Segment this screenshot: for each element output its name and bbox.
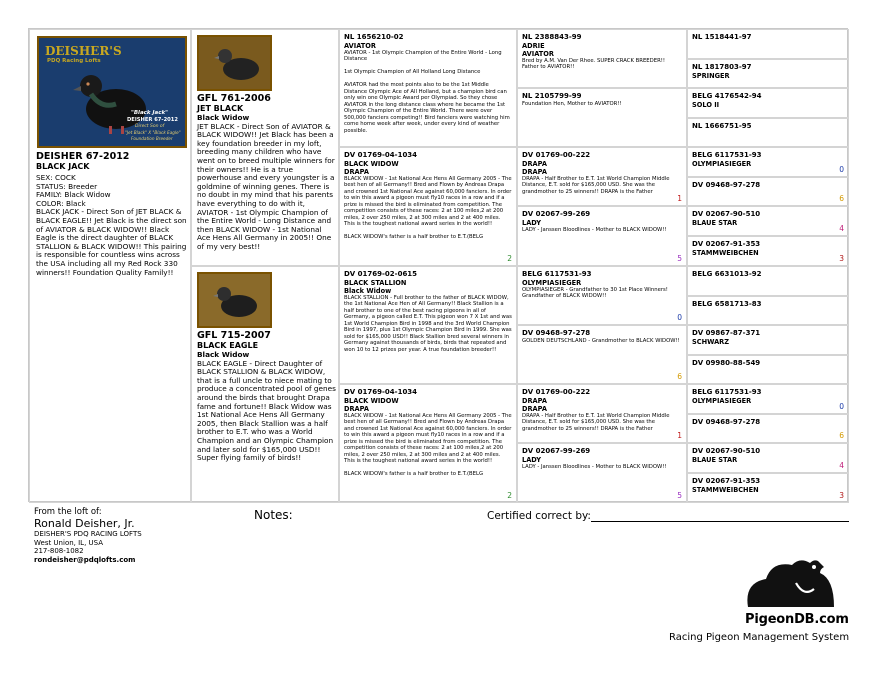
gen4-sub: DRAPA xyxy=(522,167,547,176)
gen4-name: DRAPA xyxy=(522,396,547,405)
gen4-cell xyxy=(517,29,687,88)
sire-id: GFL 761-2006 xyxy=(197,93,271,104)
photo-caption3: Direct Son of xyxy=(135,124,165,129)
pigeondb-tagline: Racing Pigeon Management System xyxy=(669,632,850,643)
gen5-cell xyxy=(687,384,849,414)
gen3-name: AVIATOR xyxy=(344,41,376,50)
gen5-name: SOLO II xyxy=(692,100,720,109)
gen5-id: BELG 6631013-92 xyxy=(692,270,762,278)
gen3-description: BLACK STALLION - Full brother to the father of BLACK WIDOW, the 1st National Ace Hen of All Germany!! Black Stallion is a half brother to one of the best racing pigeons in all of Germany, a pigeon called E.T. This pigeon won 7 X 1st and was 1st World Champion Bird in 1998 and the 3rd World Champion Bird in 1997, plus 1st Olympic Champion Bird in 1999. She was sold for $165,000 USD!! Black Stallion bred several winners in Germany against thousands of birds, birds that repeated and won 10 to 12 prizes per year. A true foundation breeder!! xyxy=(344,294,512,353)
gen4-name: ADRIE xyxy=(522,41,545,50)
gen5-cell xyxy=(687,266,849,296)
pigeondb-logo-icon xyxy=(742,553,840,611)
gen5-id: BELG 4176542-94 xyxy=(692,92,762,100)
gen5-number: 6 xyxy=(839,194,844,203)
gen5-cell xyxy=(687,473,849,503)
gen3-cell xyxy=(339,384,517,503)
gen5-number: 0 xyxy=(839,165,844,174)
subject-family: FAMILY: Black Widow xyxy=(36,190,111,200)
subject-color: COLOR: Black xyxy=(36,198,86,208)
gen5-name: STAMMWEIBCHEN xyxy=(692,485,759,494)
gen3-cell xyxy=(339,266,517,384)
gen4-number: 5 xyxy=(677,254,682,263)
gen4-id: NL 2388843-99 xyxy=(522,33,582,41)
gen3-description: BLACK WIDOW - 1st National Ace Hens All Germany 2005 - The best hen of all Germany!! Bred and Flown by Andreas Drapa and crowned 1st National Ace against 60,000 fanciers. In order to win this award a pigeon must fly10 races in a row and if a prize is missed the bird is eliminated from competition. The competition consists of these races: 2 at 100 miles,2 at 200 miles, 2 over 250 miles, 2 at 300 miles and 2 at 400 miles. This is the toughest national award series in the world!! BLACK WIDOW's father is a half brother to E.T.(BELG xyxy=(344,412,512,477)
gen4-description: OLYMPIASIEGER - Grandfather to 30 1st Place Winners! Grandfather of BLACK WIDOW!! xyxy=(522,286,668,299)
gen5-cell xyxy=(687,355,849,384)
subject-description: BLACK JACK - Direct Son of JET BLACK & BLACK EAGLE!! Jet Black is the direct son of AVIATOR & BLACK WIDOW!! Black Eagle is the direct daughter of BLACK STALLION & BLACK WIDOW!! This pairing is responsible for countless wins across the USA including all my Red Rock 330 winners!! Foundation Quality Family!! xyxy=(36,207,187,277)
gen5-number: 0 xyxy=(839,402,844,411)
gen5-id: DV 02067-90-510 xyxy=(692,447,761,455)
gen3-description: AVIATOR - 1st Olympic Champion of the Entire World - Long Distance 1st Olympic Champion of All Holland Long Distance AVIATOR had the most points also to be the 1st Middle Distance Olympic Ace of All Holland, but a champion bird can only win one Olympic Award per Olympiad. So they chose AVIATOR in the long distance class where he became the 1st Olympic Champion of the Entire World. There were over 500,000 fanciers competing!! Bird fanciers were watching him come home week after week, under every kind of weather possible. xyxy=(344,49,510,134)
gen5-name: SCHWARZ xyxy=(692,337,730,346)
gen5-id: NL 1666751-95 xyxy=(692,122,752,130)
gen4-number: 5 xyxy=(677,491,682,500)
gen5-id: DV 09867-87-371 xyxy=(692,329,761,337)
gen5-name: BLAUE STAR xyxy=(692,455,738,464)
gen3-cell xyxy=(339,147,517,266)
gen4-number: 1 xyxy=(677,431,682,440)
sire-photo xyxy=(197,35,272,91)
gen4-cell xyxy=(517,88,687,147)
gen3-name: BLACK STALLION xyxy=(344,278,407,287)
gen3-number: 2 xyxy=(507,254,512,263)
pigeondb-brand[interactable]: PigeonDB.com xyxy=(745,612,849,627)
gen5-id: DV 02067-91-353 xyxy=(692,240,761,248)
gen4-number: 0 xyxy=(677,313,682,322)
gen5-number: 6 xyxy=(839,431,844,440)
gen5-cell xyxy=(687,443,849,473)
owner-name: Ronald Deisher, Jr. xyxy=(34,517,135,530)
gen5-number: 4 xyxy=(839,224,844,233)
gen5-id: DV 02067-90-510 xyxy=(692,210,761,218)
gen5-id: BELG 6117531-93 xyxy=(692,388,762,396)
gen4-cell xyxy=(517,206,687,266)
gen5-id: DV 09468-97-278 xyxy=(692,181,761,189)
dam-id: GFL 715-2007 xyxy=(197,330,271,341)
photo-caption5: Foundation Breeder xyxy=(131,136,173,141)
gen5-number: 4 xyxy=(839,461,844,470)
gen5-id: BELG 6581713-83 xyxy=(692,300,762,308)
gen3-id: DV 01769-04-1034 xyxy=(344,388,418,396)
gen5-id: DV 09468-97-278 xyxy=(692,418,761,426)
gen4-description: Foundation Hen, Mother to AVIATOR!! xyxy=(522,100,622,107)
gen4-cell xyxy=(517,325,687,384)
photo-caption4: "Jet Black" X "Black Eagle" xyxy=(125,130,181,135)
gen5-id: BELG 6117531-93 xyxy=(692,151,762,159)
sire-cell xyxy=(191,29,339,266)
gen5-cell xyxy=(687,29,849,59)
gen3-name: BLACK WIDOW xyxy=(344,159,399,168)
subject-name: BLACK JACK xyxy=(36,162,90,171)
gen5-name: SPRINGER xyxy=(692,71,730,80)
gen4-description: Bred by A.M. Van Der Rhee. SUPER CRACK BREEDER!! Father to AVIATOR!! xyxy=(522,57,666,70)
dam-description: BLACK EAGLE - Direct Daughter of BLACK STALLION & BLACK WIDOW, that is a full uncle to niece mating to produce a concentrated pool of genes around the birds that brought Drapa fame and fortune!! Black Widow was 1st National Ace Hens All Germany 2005, then Black Stallion was a half brother to E.T. who was a World Champion and an Olympic Champion and later sold for $165,000 USD!! Super flying family of birds!! xyxy=(197,358,336,463)
gen4-id: DV 02067-99-269 xyxy=(522,210,591,218)
gen4-description: GOLDEN DEUTSCHLAND - Grandmother to BLACK WIDOW!! xyxy=(522,337,680,344)
photo-brand-line2: PDQ Racing Lofts xyxy=(47,58,101,64)
sire-description: JET BLACK - Direct Son of AVIATOR & BLACK WIDOW!! Jet Black has been a key foundation breeder in my loft, breeding many children who have went on to breed multiple winners for their owners!! He is a true powerhouse and every youngster is a goldmine of winning genes. There is no doubt in my mind that his parents have everything to do with it, AVIATOR - 1st Olympic Champion of the Entire World - Long Distance and then BLACK WIDOW - 1st National Ace Hens All Germany in 2005!! One of my very best!! xyxy=(197,121,335,251)
gen5-number: 3 xyxy=(839,254,844,263)
gen4-cell xyxy=(517,443,687,503)
gen3-id: NL 1656210-02 xyxy=(344,33,404,41)
gen5-cell xyxy=(687,236,849,266)
gen4-sub: AVIATOR xyxy=(522,49,554,58)
gen5-id: NL 1817803-97 xyxy=(692,63,752,71)
gen3-id: DV 01769-02-0615 xyxy=(344,270,418,278)
gen4-number: 6 xyxy=(677,372,682,381)
certified-label: Certified correct by: xyxy=(487,510,591,522)
from-label: From the loft of: xyxy=(34,507,102,517)
gen4-id: DV 09468-97-278 xyxy=(522,329,591,337)
signature-line[interactable] xyxy=(591,521,849,522)
owner-block xyxy=(34,507,234,564)
gen3-cell xyxy=(339,29,517,147)
gen3-description: BLACK WIDOW - 1st National Ace Hens All Germany 2005 - The best hen of all Germany!! Bred and Flown by Andreas Drapa and crowned 1st National Ace against 60,000 fanciers. In order to win this award a pigeon must fly10 races in a row and if a prize is missed the bird is eliminated from competition. The competition consists of these races: 2 at 100 miles,2 at 200 miles, 2 over 250 miles, 2 at 300 miles and 2 at 400 miles. This is the toughest national award series in the world!! BLACK WIDOW's father is a half brother to E.T.(BELG xyxy=(344,175,512,240)
dam-cell xyxy=(191,266,339,503)
gen5-cell xyxy=(687,296,849,325)
gen4-id: DV 02067-99-269 xyxy=(522,447,591,455)
gen5-cell xyxy=(687,59,849,88)
gen5-cell xyxy=(687,118,849,147)
subject-sex: SEX: COCK xyxy=(36,173,76,182)
gen5-cell xyxy=(687,206,849,236)
dam-photo xyxy=(197,272,272,328)
loft-name: DEISHER'S PDQ RACING LOFTS xyxy=(34,530,142,538)
gen5-id: DV 02067-91-353 xyxy=(692,477,761,485)
gen3-id: DV 01769-04-1034 xyxy=(344,151,418,159)
gen5-cell xyxy=(687,177,849,206)
subject-photo xyxy=(37,36,187,148)
gen4-description: LADY - Janssen Bloodlines - Mother to BLACK WIDOW!! xyxy=(522,463,667,470)
subject-id: DEISHER 67-2012 xyxy=(36,151,130,162)
gen3-name: BLACK WIDOW xyxy=(344,396,399,405)
gen4-number: 1 xyxy=(677,194,682,203)
gen4-sub: DRAPA xyxy=(522,404,547,413)
gen5-name: STAMMWEIBCHEN xyxy=(692,248,759,257)
gen3-number: 2 xyxy=(507,491,512,500)
gen4-cell xyxy=(517,384,687,443)
gen4-cell xyxy=(517,266,687,325)
gen4-name: LADY xyxy=(522,455,542,464)
gen5-cell xyxy=(687,88,849,118)
dam-name: BLACK EAGLE xyxy=(197,341,259,350)
gen4-name: OLYMPIASIEGER xyxy=(522,278,582,287)
gen5-id: DV 09980-88-549 xyxy=(692,359,761,367)
subject-status: STATUS: Breeder xyxy=(36,181,98,191)
photo-caption1: "Black Jack" xyxy=(131,110,169,116)
gen3-sub: Black Widow xyxy=(344,286,392,295)
gen5-name: OLYMPIASIEGER xyxy=(692,396,752,405)
gen5-cell xyxy=(687,414,849,443)
gen4-id: DV 01769-00-222 xyxy=(522,388,591,396)
gen5-id: NL 1518441-97 xyxy=(692,33,752,41)
photo-caption2: DEISHER 67-2012 xyxy=(127,117,179,123)
gen4-description: DRAPA - Half Brother to E.T. 1st World Champion Middle Distance, E.T. sold for $165,000 USD. She was the grandmother to 25 winners!! DRAPA is the Father xyxy=(522,175,670,195)
loft-email[interactable]: rondeisher@pdqlofts.com xyxy=(34,555,136,564)
pigeon-photo-icon xyxy=(199,274,270,326)
pigeon-photo-icon xyxy=(199,37,270,89)
loft-phone: 217-808-1082 xyxy=(34,547,84,555)
gen4-name: LADY xyxy=(522,218,542,227)
gen4-id: NL 2105799-99 xyxy=(522,92,582,100)
gen3-sub: DRAPA xyxy=(344,167,369,176)
gen5-name: OLYMPIASIEGER xyxy=(692,159,752,168)
sire-family: Black Widow xyxy=(197,113,250,122)
gen4-description: LADY - Janssen Bloodlines - Mother to BLACK WIDOW!! xyxy=(522,226,667,233)
gen4-id: DV 01769-00-222 xyxy=(522,151,591,159)
gen4-id: BELG 6117531-93 xyxy=(522,270,592,278)
gen5-cell xyxy=(687,147,849,177)
gen5-number: 3 xyxy=(839,491,844,500)
gen3-sub: DRAPA xyxy=(344,404,369,413)
subject-cell xyxy=(29,29,191,503)
dam-family: Black Widow xyxy=(197,350,250,359)
photo-brand-line1: DEISHER'S xyxy=(45,44,122,58)
pedigree-grid xyxy=(28,28,848,502)
gen4-name: DRAPA xyxy=(522,159,547,168)
gen5-name: BLAUE STAR xyxy=(692,218,738,227)
loft-city: West Union, IL, USA xyxy=(34,538,104,547)
gen4-cell xyxy=(517,147,687,206)
notes-label: Notes: xyxy=(254,508,293,522)
gen5-cell xyxy=(687,325,849,355)
gen4-description: DRAPA - Half Brother to E.T. 1st World Champion Middle Distance, E.T. sold for $165,000 USD. She was the grandmother to 25 winners!! DRAPA is the Father xyxy=(522,412,670,432)
sire-name: JET BLACK xyxy=(197,104,244,113)
